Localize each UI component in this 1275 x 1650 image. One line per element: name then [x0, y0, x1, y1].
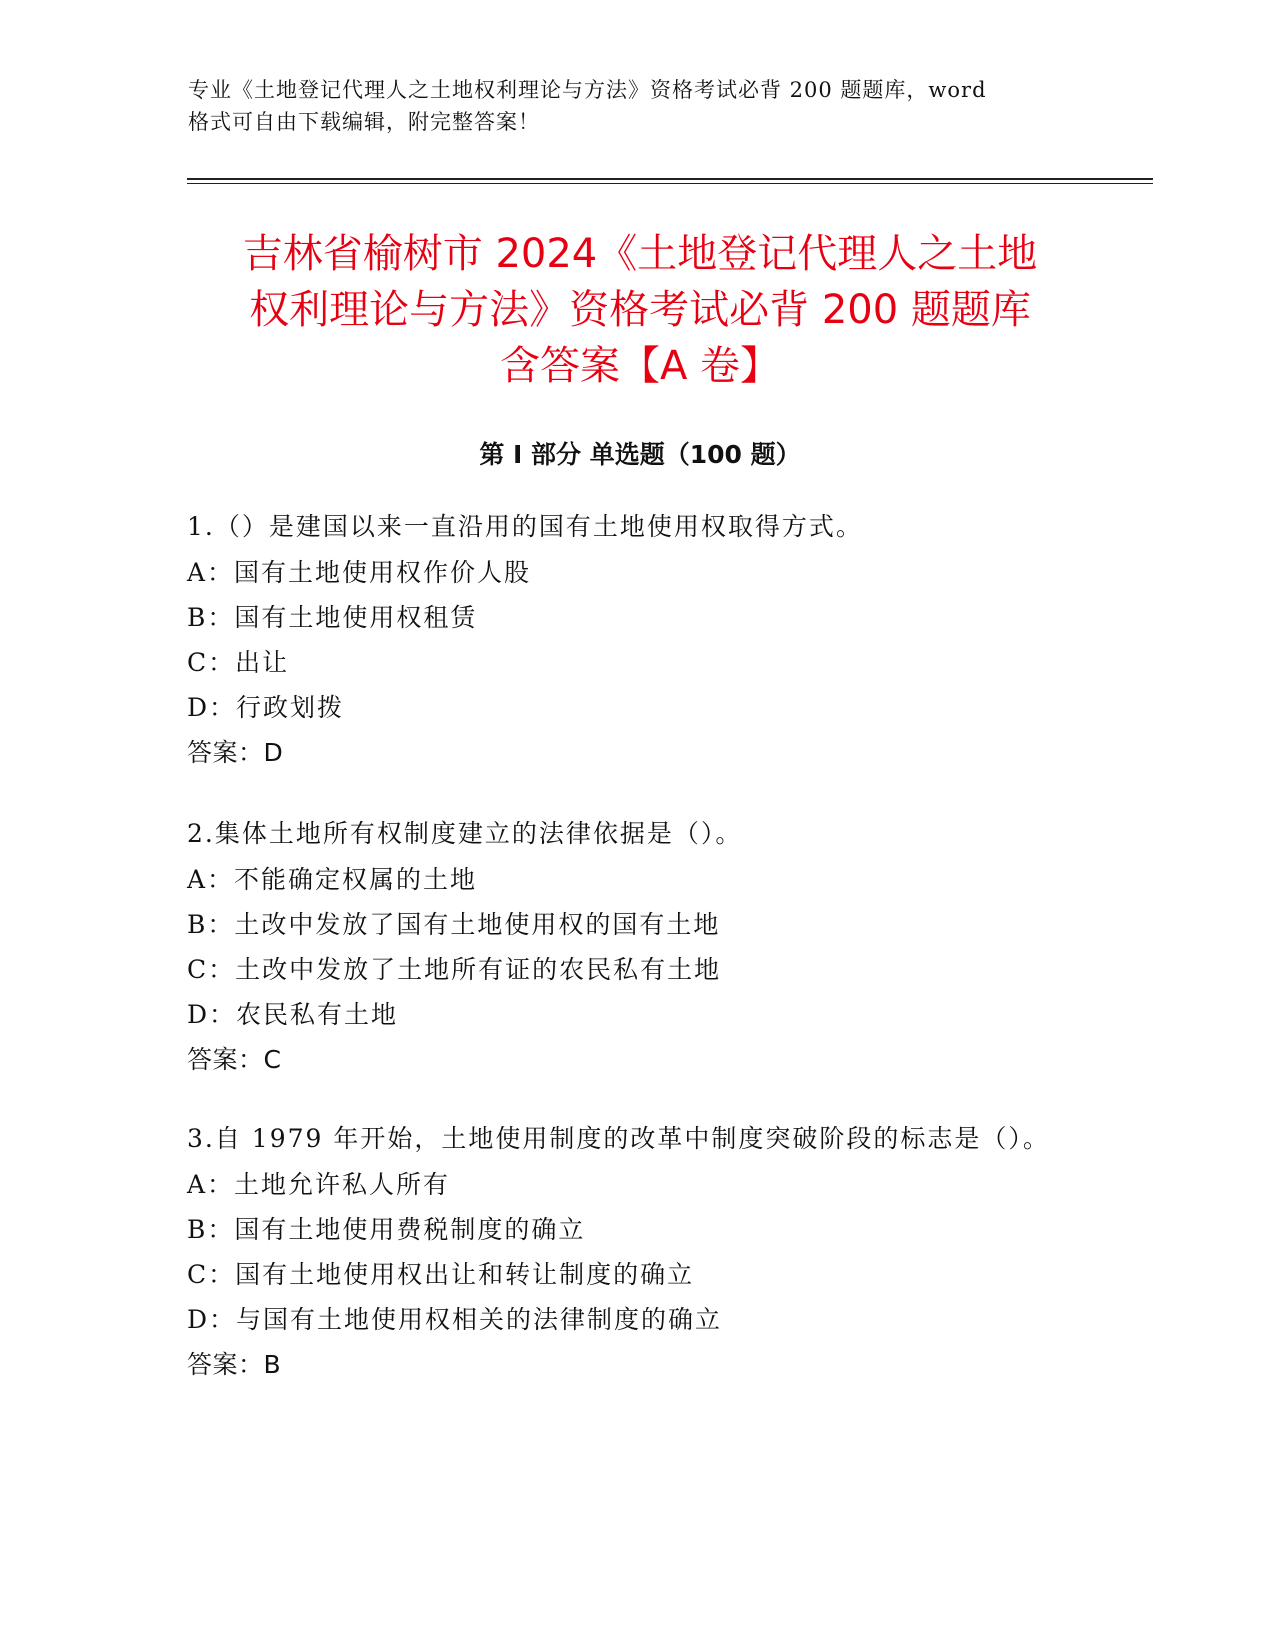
header-note: [188, 74, 1068, 138]
option-d: D：行政划拨: [187, 693, 345, 722]
document-title-line-2: 权利理论与方法》资格考试必背 200 题题库: [249, 287, 1031, 333]
answer: 答案：B: [187, 1350, 282, 1379]
document-title-line-3: 含答案【A 卷】: [499, 343, 781, 389]
question-1: [187, 504, 1067, 776]
document-title: [180, 226, 1100, 394]
section-title: 第 I 部分 单选题（100 题）: [479, 440, 801, 469]
header-note-line-2: 格式可自由下载编辑，附完整答案！: [188, 110, 540, 134]
option-d: D：农民私有土地: [187, 1000, 399, 1029]
option-c: C：国有土地使用权出让和转让制度的确立: [187, 1260, 695, 1289]
question-stem: 2.集体土地所有权制度建立的法律依据是（）。: [187, 819, 743, 848]
question-2: [187, 811, 1067, 1083]
option-c: C：出让: [187, 648, 290, 677]
option-a: A：不能确定权属的土地: [187, 865, 478, 894]
answer: 答案：C: [187, 1045, 282, 1074]
option-c: C：土改中发放了土地所有证的农民私有土地: [187, 955, 722, 984]
header-note-line-1: 专业《土地登记代理人之土地权利理论与方法》资格考试必背 200 题题库，word: [188, 78, 987, 102]
header-rule-thin: [187, 183, 1153, 184]
question-3: [187, 1116, 1067, 1388]
question-stem: 3.自 1979 年开始，土地使用制度的改革中制度突破阶段的标志是（）。: [187, 1124, 1050, 1153]
option-d: D：与国有土地使用权相关的法律制度的确立: [187, 1305, 723, 1334]
document-title-line-1: 吉林省榆树市 2024《土地登记代理人之土地: [242, 231, 1038, 277]
question-stem: 1.（）是建国以来一直沿用的国有土地使用权取得方式。: [187, 512, 863, 541]
option-b: B：土改中发放了国有土地使用权的国有土地: [187, 910, 721, 939]
option-b: B：国有土地使用费税制度的确立: [187, 1215, 586, 1244]
option-a: A：土地允许私人所有: [187, 1170, 451, 1199]
header-rule-thick: [187, 178, 1153, 180]
answer: 答案：D: [187, 738, 284, 767]
option-b: B：国有土地使用权租赁: [187, 603, 478, 632]
option-a: A：国有土地使用权作价人股: [187, 558, 532, 587]
